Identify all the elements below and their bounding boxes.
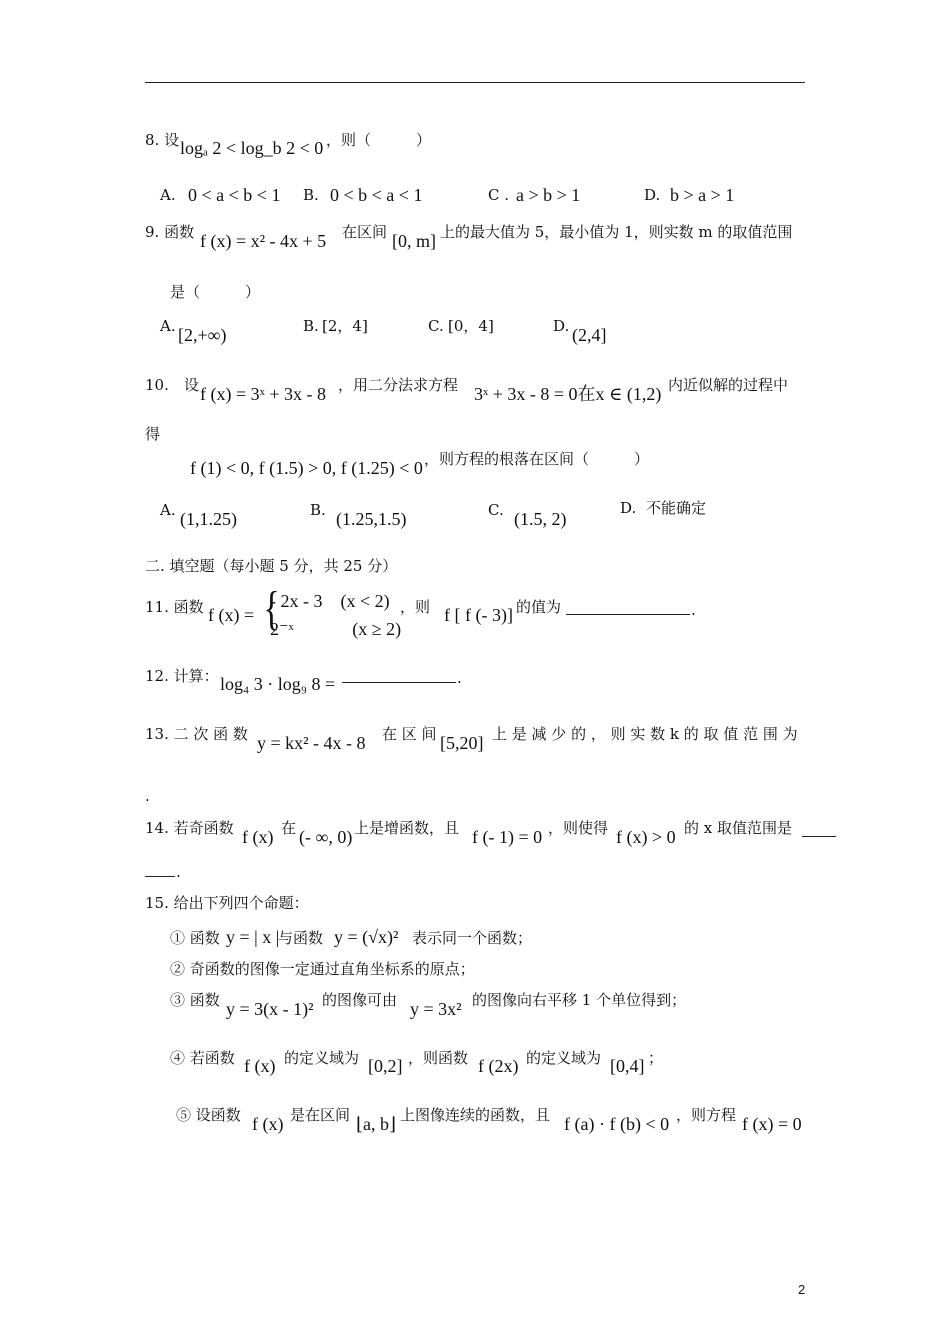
q15-prefix: 15. 给出下列四个命题： (145, 894, 309, 912)
q13-line2: . (145, 787, 150, 805)
q12-math: log₄ 3 · log₉ 8 = (220, 674, 336, 694)
q8-option-b: 0 < b < a < 1 (330, 185, 423, 205)
q10-prefix: 10. 设 (145, 376, 199, 394)
q9-option-b-label: B. (303, 317, 319, 335)
q15-s2: ② 奇函数的图像一定通过直角坐标系的原点； (170, 960, 475, 978)
q15-s4-c: ，则函数 (408, 1049, 469, 1067)
q14-interval: (- ∞, 0) (299, 827, 353, 847)
q9-option-d: (2,4] (572, 325, 607, 345)
q9-option-c: [0，4] (448, 317, 494, 335)
q10-option-a: (1,1.25) (180, 509, 237, 529)
q8-suffix: ，则（ ） (326, 131, 432, 149)
q15-s1-m2: y = (√x)² (334, 927, 399, 947)
q15-s3-a: ③ 函数 (170, 991, 220, 1009)
q15-s4-e: ； (648, 1049, 664, 1067)
q11-lhs: f (x) = (208, 605, 255, 625)
q10-option-d: 不能确定 (646, 499, 707, 517)
q15-s5-c: 上图像连续的函数，且 (400, 1106, 551, 1124)
q8-option-c: a > b > 1 (516, 185, 581, 205)
q11-ask: f [ f (- 3)] (444, 605, 513, 625)
q11-answer-blank[interactable] (566, 614, 690, 615)
q15-s1-b: 与函数 (278, 929, 324, 947)
q13-prefix: 13. 二 次 函 数 (145, 725, 248, 743)
q8-option-d: b > a > 1 (670, 185, 735, 205)
q10-line2: 得 (145, 425, 161, 443)
q14-condition: f (- 1) = 0 (472, 827, 543, 847)
q9-prefix: 9. 函数 (145, 223, 195, 241)
q14-prefix: 14. 若奇函数 (145, 819, 234, 837)
q11-suffix: 的值为 (516, 598, 562, 616)
q10-option-c: (1.5, 2) (514, 509, 567, 529)
q9-option-d-label: D. (553, 317, 570, 335)
q9-interval: [0, m] (392, 231, 436, 251)
q14-line2: . (176, 863, 181, 881)
q15-s3-b: 的图像可由 (322, 991, 398, 1009)
q10-option-b-label: B. (310, 501, 326, 519)
q10-function: f (x) = 3ˣ + 3x - 8 (200, 384, 326, 404)
q8-option-a-label: A. (160, 186, 176, 204)
q11-case-1: - 2x - 3 (x < 2) (270, 591, 390, 611)
q15-s4-b: 的定义域为 (284, 1049, 360, 1067)
q9-option-c-label: C. (428, 317, 444, 335)
q14-answer-blank-2[interactable] (145, 876, 175, 877)
q13-function: y = kx² - 4x - 8 (257, 733, 366, 753)
q8-option-b-label: B. (303, 186, 319, 204)
q9-function: f (x) = x² - 4x + 5 (200, 231, 327, 251)
q13-text-mid: 在 区 间 (382, 725, 437, 743)
q15-s4-m3: f (2x) (478, 1056, 519, 1076)
q15-s5-m1: f (x) (252, 1114, 284, 1134)
q9-text-mid: 在区间 (342, 223, 388, 241)
q8-math: logₐ 2 < log_b 2 < 0 (180, 138, 324, 158)
q11-prefix: 11. 函数 (145, 598, 204, 616)
q12-prefix: 12. 计算： (145, 667, 219, 685)
q8-option-d-label: D. (644, 186, 661, 204)
q14-text-a: 在 (281, 819, 297, 837)
q9-option-b: [2，4] (322, 317, 368, 335)
q14-inequality: f (x) > 0 (616, 827, 676, 847)
q10-line3-suffix: ，则方程的根落在区间（ ） (424, 450, 650, 468)
q10-option-a-label: A. (160, 501, 176, 519)
header-rule (145, 82, 805, 83)
q15-s4-m4: [0,4] (610, 1056, 645, 1076)
q14-suffix: 的 x 取值范围是 (684, 819, 792, 837)
q15-s1-c: 表示同一个函数； (412, 929, 533, 947)
q11-text-mid: ，则 (400, 598, 431, 616)
section-heading-fill-in: 二. 填空题（每小题 5 分，共 25 分） (145, 557, 398, 575)
q14-text-b: 上是增函数，且 (354, 819, 460, 837)
q10-suffix: 内近似解的过程中 (668, 376, 789, 394)
q12-end: . (457, 669, 462, 687)
q8-option-a: 0 < a < b < 1 (188, 185, 281, 205)
q13-suffix: 上 是 减 少 的 ， 则 实 数 k 的 取 值 范 围 为 (492, 725, 798, 743)
q11-end: . (691, 601, 696, 619)
q15-s4-d: 的定义域为 (526, 1049, 602, 1067)
q10-equation: 3ˣ + 3x - 8 = 0在x ∈ (1,2) (474, 384, 662, 404)
q12-answer-blank[interactable] (342, 682, 456, 683)
q8-prefix: 8. 设 (145, 131, 180, 149)
q15-s4-m2: [0,2] (368, 1056, 403, 1076)
q15-s5-d: ，则方程 (676, 1106, 737, 1124)
q10-values: f (1) < 0, f (1.5) > 0, f (1.25) < 0 (190, 458, 423, 478)
q15-s5-m4: f (x) = 0 (742, 1114, 802, 1134)
q10-option-d-label: D. (620, 499, 637, 517)
q9-option-a-label: A. (160, 317, 176, 335)
q15-s5-m3: f (a) · f (b) < 0 (564, 1114, 670, 1134)
q15-s4-m1: f (x) (244, 1056, 276, 1076)
q15-s1-m1: y = | x | (226, 927, 280, 947)
q9-suffix: 上的最大值为 5，最小值为 1，则实数 m 的取值范围 (440, 223, 793, 241)
q9-line2: 是（ ） (170, 283, 261, 301)
q13-interval: [5,20] (440, 733, 484, 753)
q15-s3-m1: y = 3(x - 1)² (226, 999, 314, 1019)
q11-case-2: 2⁻ˣ (x ≥ 2) (270, 619, 402, 639)
q11-brace: { (263, 582, 280, 635)
q14-answer-blank-1[interactable] (802, 836, 836, 837)
q10-text-mid: ，用二分法求方程 (338, 376, 459, 394)
q14-f: f (x) (242, 827, 274, 847)
q9-option-a: [2,+∞) (178, 325, 227, 345)
q15-s3-m2: y = 3x² (410, 999, 462, 1019)
q15-s3-c: 的图像向右平移 1 个单位得到； (472, 991, 687, 1009)
q15-s5-b: 是在区间 (290, 1106, 351, 1124)
q15-s5-m2: ⌊a, b⌋ (356, 1114, 397, 1134)
page-number: 2 (798, 1282, 806, 1297)
q15-s4-a: ④ 若函数 (170, 1049, 235, 1067)
q15-s5-a: ⑤ 设函数 (176, 1106, 241, 1124)
q10-option-c-label: C. (488, 501, 504, 519)
q10-option-b: (1.25,1.5) (336, 509, 407, 529)
q14-text-c: ，则使得 (548, 819, 609, 837)
q15-s1-a: ① 函数 (170, 929, 220, 947)
q8-option-c-label: C . (488, 186, 510, 204)
